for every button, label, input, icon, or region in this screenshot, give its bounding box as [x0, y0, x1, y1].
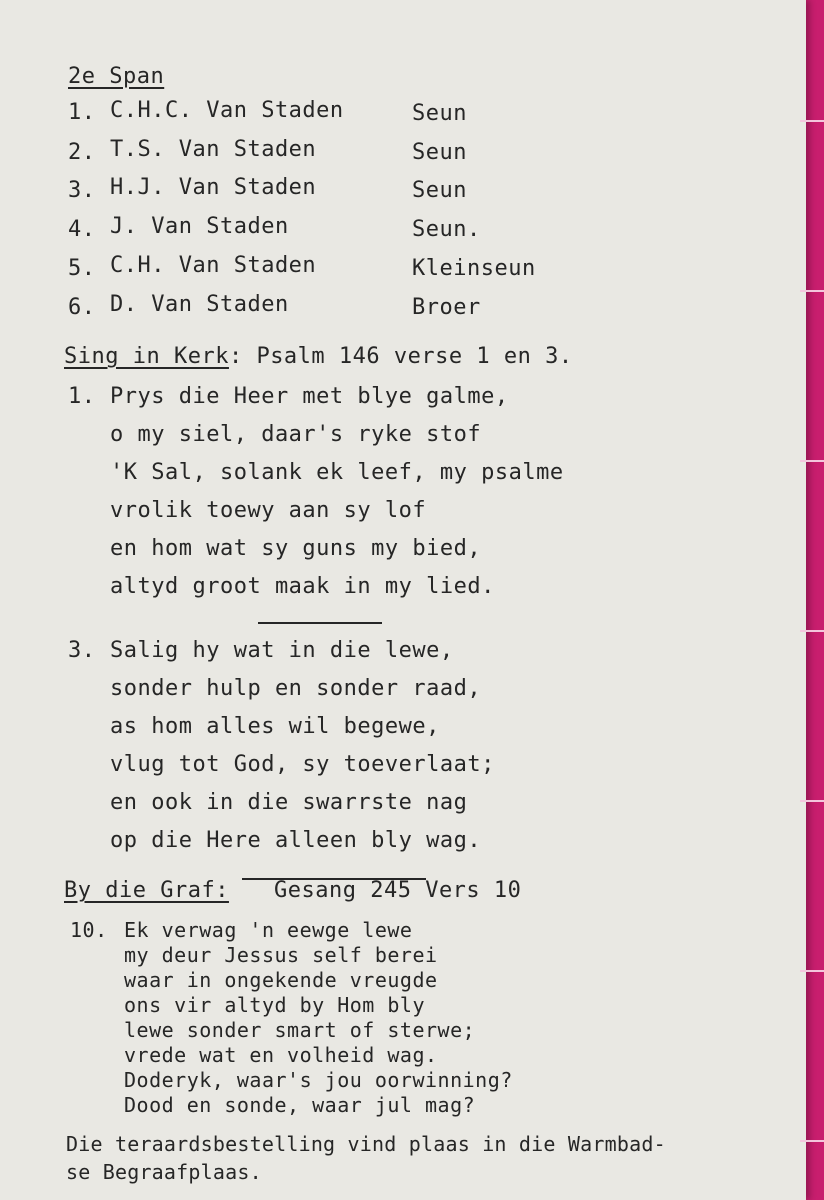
span-row-relation: Kleinseun: [412, 256, 536, 281]
verse-number: 3.: [68, 638, 96, 663]
mat-grid-line: [800, 120, 824, 122]
verse-line: my deur Jessus self berei: [124, 943, 438, 967]
verse-line: o my siel, daar's ryke stof: [110, 422, 482, 447]
span-row-name: C.H.C. Van Staden: [110, 98, 344, 123]
verse-line: Prys die Heer met blye galme,: [110, 384, 509, 409]
mat-grid-line: [800, 970, 824, 972]
verse-line: op die Here alleen bly wag.: [110, 828, 482, 853]
verse-line: Ek verwag 'n eewge lewe: [124, 918, 413, 942]
verse-line: vrolik toewy aan sy lof: [110, 498, 427, 523]
span-row-num: 6.: [68, 295, 96, 320]
span-row-relation: Seun: [412, 140, 467, 165]
span-row-num: 1.: [68, 100, 96, 125]
verse-line: Doderyk, waar's jou oorwinning?: [124, 1068, 513, 1092]
span-row-relation: Seun: [412, 101, 467, 126]
verse-line: 'K Sal, solank ek leef, my psalme: [110, 460, 564, 485]
span-row-relation: Seun.: [412, 217, 481, 242]
span-row-num: 3.: [68, 178, 96, 203]
grave-subtitle: Gesang 245 Vers 10: [274, 878, 522, 903]
span-row-name: H.J. Van Staden: [110, 175, 317, 200]
grave-heading: By die Graf:: [64, 878, 229, 903]
verse-line: sonder hulp en sonder raad,: [110, 676, 482, 701]
burial-note-line2: se Begraafplaas.: [66, 1160, 262, 1184]
span-row-name: T.S. Van Staden: [110, 137, 317, 162]
mat-grid-line: [800, 1140, 824, 1142]
church-heading: Sing in Kerk: [64, 344, 229, 369]
verse-line: Salig hy wat in die lewe,: [110, 638, 454, 663]
span-heading: 2e Span: [68, 64, 165, 89]
verse-number: 1.: [68, 384, 96, 409]
mat-grid-line: [800, 290, 824, 292]
mat-grid-line: [800, 800, 824, 802]
span-row-num: 5.: [68, 256, 96, 281]
church-heading-line: [64, 344, 573, 369]
mat-grid-line: [800, 460, 824, 462]
span-row-num: 4.: [68, 217, 96, 242]
burial-note-line1: Die teraardsbestelling vind plaas in die Warmbad-: [66, 1132, 666, 1156]
verse-line: ons vir altyd by Hom bly: [124, 993, 425, 1017]
span-row-relation: Broer: [412, 295, 481, 320]
church-subtitle: : Psalm 146 verse 1 en 3.: [228, 344, 573, 369]
verse-line: en ook in die swarrste nag: [110, 790, 468, 815]
span-row-relation: Seun: [412, 178, 467, 203]
verse-line: as hom alles wil begewe,: [110, 714, 440, 739]
verse-number: 10.: [70, 918, 108, 942]
verse-line: lewe sonder smart of sterwe;: [124, 1018, 476, 1042]
span-row-name: C.H. Van Staden: [110, 253, 317, 278]
verse-line: vlug tot God, sy toeverlaat;: [110, 752, 495, 777]
verse-line: vrede wat en volheid wag.: [124, 1043, 438, 1067]
verse-line: en hom wat sy guns my bied,: [110, 536, 482, 561]
span-row-name: J. Van Staden: [110, 214, 289, 239]
mat-grid-line: [800, 630, 824, 632]
verse-line: altyd groot maak in my lied.: [110, 574, 495, 599]
verse-divider: [258, 622, 382, 624]
span-row-num: 2.: [68, 140, 96, 165]
span-row-name: D. Van Staden: [110, 292, 289, 317]
verse-line: Dood en sonde, waar jul mag?: [124, 1093, 476, 1117]
verse-line: waar in ongekende vreugde: [124, 968, 438, 992]
